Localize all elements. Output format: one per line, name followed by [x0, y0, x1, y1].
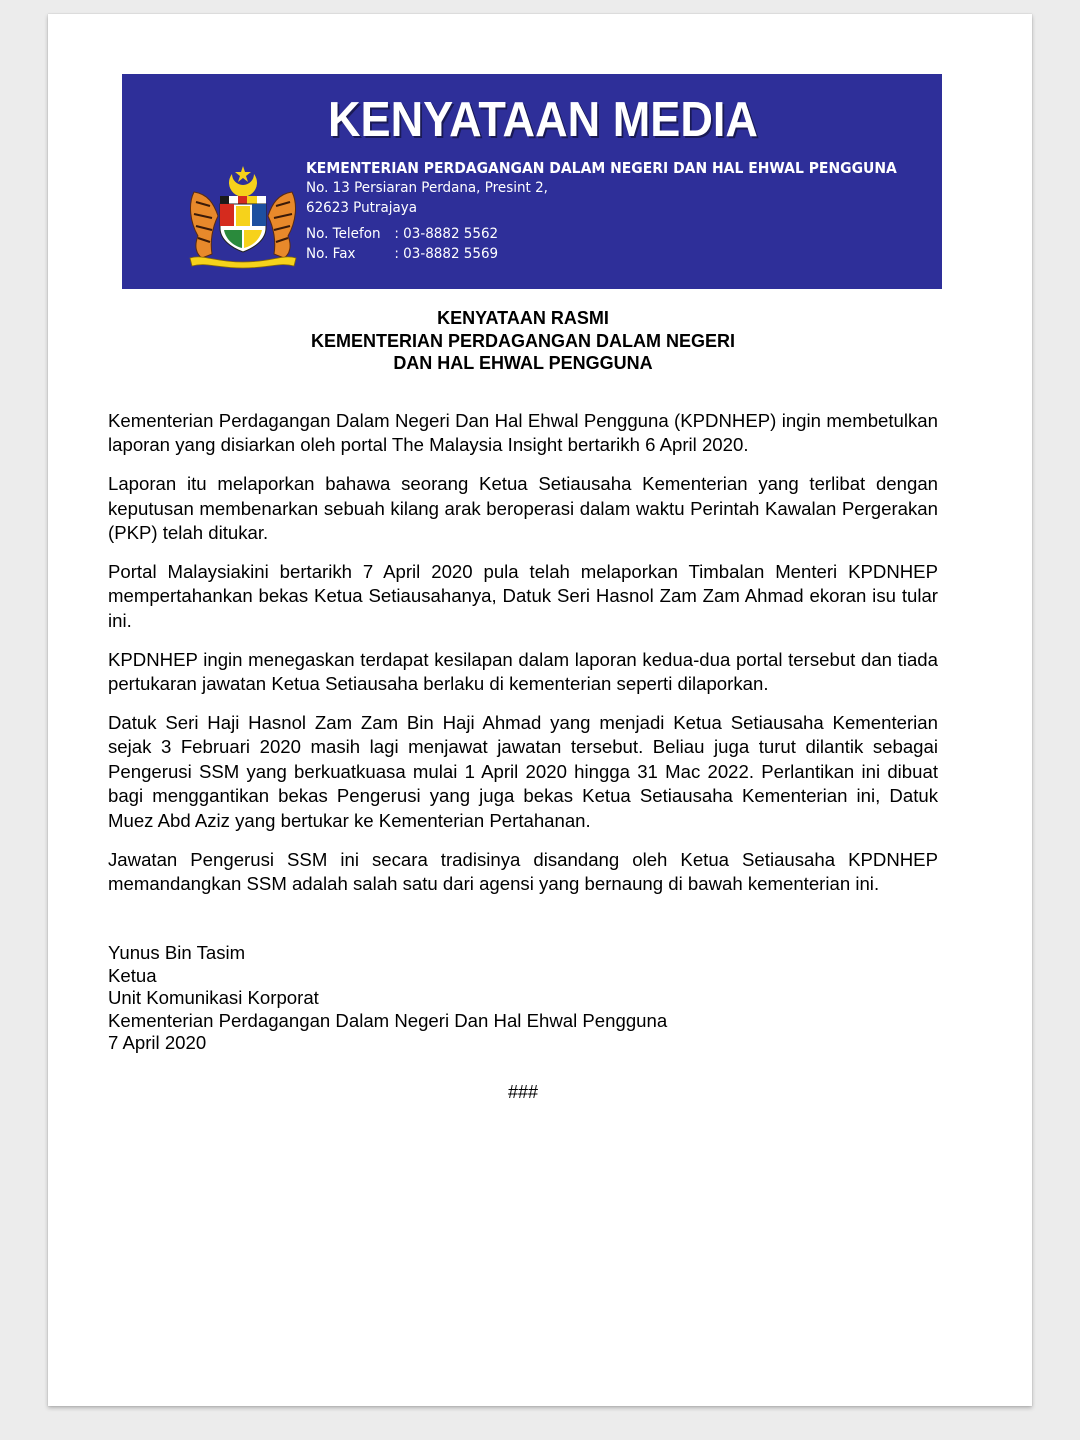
heading-line2: KEMENTERIAN PERDAGANGAN DALAM NEGERI	[310, 330, 735, 351]
banner-title: KENYATAAN MEDIA	[328, 93, 758, 147]
fax-label: No. Fax	[306, 246, 356, 262]
paragraph: KPDNHEP ingin menegaskan terdapat kesilapan dalam laporan kedua-dua portal tersebut dan tiada pertukaran jawatan Ketua Setiausaha berlaku di kementerian seperti dilaporkan.	[108, 648, 938, 695]
paragraph: Jawatan Pengerusi SSM ini secara tradisinya disandang oleh Ketua Setiausaha KPDNHEP memandangkan SSM adalah salah satu dari agensi yang bernaung di bawah kementerian ini.	[108, 848, 938, 894]
paragraph: Laporan itu melaporkan bahawa seorang Ketua Setiausaha Kementerian yang terlibat dengan keputusan membenarkan sebuah kilang arak beroperasi dalam waktu Perintah Kawalan Pergerakan (PKP) telah ditukar.	[108, 473, 938, 544]
signatory-unit: Unit Komunikasi Korporat	[108, 987, 319, 1009]
statement-body	[108, 409, 938, 911]
banner-address-line2: 62623 Putrajaya	[306, 200, 417, 216]
phone-row	[306, 224, 897, 244]
signatory-name: Yunus Bin Tasim	[108, 942, 246, 963]
phone-value: : 03-8882 5562	[394, 226, 499, 242]
signatory-ministry: Kementerian Perdagangan Dalam Negeri Dan Hal Ehwal Pengguna	[108, 1009, 668, 1031]
banner-contact-block	[306, 158, 897, 264]
signature-block	[108, 942, 667, 1055]
statement-heading	[48, 307, 998, 375]
paragraph: Datuk Seri Haji Hasnol Zam Zam Bin Haji Ahmad yang menjadi Ketua Setiausaha Kementerian sejak 3 Februari 2020 masih lagi menjawat jawatan tersebut. Beliau juga turut dilantik sebagai Pengerusi SSM yang berkuatkuasa mulai 1 April 2020 hingga 31 Mac 2022. Perlantikan ini dibuat bagi menggantikan bekas Pengerusi yang juga bekas Ketua Setiausaha Kementerian ini, Datuk Muez Abd Aziz yang bertukar ke Kementerian Pertahanan.	[108, 712, 938, 831]
paragraph: Portal Malaysiakini bertarikh 7 April 2020 pula telah melaporkan Timbalan Menteri KPDNHEP mempertahankan bekas Ketua Setiausahanya, Datuk Seri Hasnol Zam Zam Ahmad ekoran isu tular ini.	[108, 561, 938, 631]
media-banner	[122, 74, 942, 289]
heading-line3: DAN HAL EHWAL PENGGUNA	[393, 353, 653, 373]
coat-of-arms-icon	[184, 162, 302, 270]
phone-label: No. Telefon	[306, 226, 381, 242]
banner-ministry-name: KEMENTERIAN PERDAGANGAN DALAM NEGERI DAN HAL EHWAL PENGGUNA	[306, 159, 897, 177]
end-mark: ###	[507, 1082, 539, 1102]
paragraph: Kementerian Perdagangan Dalam Negeri Dan Hal Ehwal Pengguna (KPDNHEP) ingin membetulkan laporan yang disiarkan oleh portal The Malaysia Insight bertarikh 6 April 2020.	[108, 410, 938, 456]
document-page	[48, 14, 1032, 1406]
fax-value: : 03-8882 5569	[394, 246, 499, 262]
statement-date: 7 April 2020	[108, 1032, 207, 1054]
heading-line1: KENYATAAN RASMI	[437, 308, 609, 328]
fax-row	[306, 244, 897, 264]
banner-address-line1: No. 13 Persiaran Perdana, Presint 2,	[306, 180, 548, 196]
signatory-title: Ketua	[108, 964, 157, 986]
